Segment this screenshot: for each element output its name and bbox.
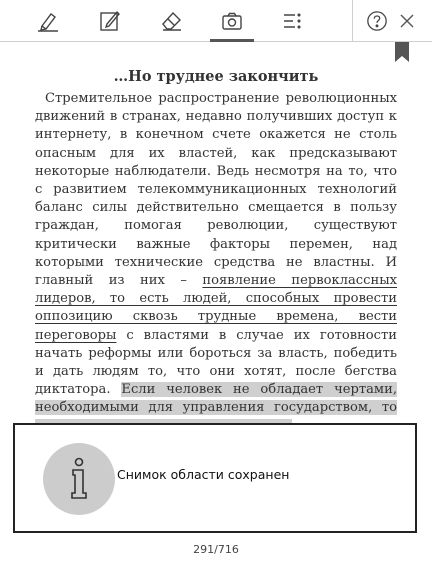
list-icon <box>280 9 304 33</box>
page-number: 291/716 <box>193 543 239 556</box>
notes-list-button[interactable] <box>270 0 314 41</box>
bookmark-icon[interactable] <box>395 42 409 62</box>
toast-icon-badge <box>43 443 115 515</box>
highlighted-annotation[interactable]: Если человек не обладает чертами, необходимыми для управления государством, то <box>35 382 397 433</box>
close-icon <box>399 13 415 29</box>
toolbar-divider <box>352 0 353 41</box>
help-circle-icon <box>366 10 388 32</box>
highlighter-icon <box>36 9 60 33</box>
toast-message: Снимок области сохранен <box>117 467 290 482</box>
paragraph-text: с властями в случае их готовности начать реформы или бороться за власть, победить и дать людям то, что они хотят, после бегства диктатора. <box>35 327 397 398</box>
help-button[interactable] <box>362 0 392 41</box>
snapshot-saved-toast <box>13 423 417 533</box>
eraser-icon <box>160 9 184 33</box>
annotation-toolbar <box>0 0 432 42</box>
pencil-square-icon <box>98 9 122 33</box>
info-icon <box>64 457 94 501</box>
underlined-annotation[interactable]: появление первоклассных лидеров, то есть людей, способных провести оппозицию сквозь трудные времена, вести переговоры <box>35 273 397 343</box>
paragraph-text: Стремительное распространение революционных движений в странах, недавно получивших доступ к интернету, в конечном счете окажется не столь опасным для их властей, как предсказывают некоторые наблюдатели. Ведь несмотря на то, что с развитием телекоммуникационных технологий баланс силы действительно смещается в пользу граждан, помогая революции, существуют критически важные факторы перемен, над которыми технические средства не властны. И главный из них – <box>35 91 397 289</box>
close-button[interactable] <box>392 0 422 41</box>
paragraph-1 <box>35 90 397 436</box>
highlighter-tool-button[interactable] <box>26 0 70 41</box>
chapter-title: …Но труднее закончить <box>113 68 319 85</box>
camera-icon <box>220 9 244 33</box>
snapshot-tool-button[interactable] <box>210 0 254 41</box>
eraser-tool-button[interactable] <box>150 0 194 41</box>
pencil-tool-button[interactable] <box>88 0 132 41</box>
book-page <box>35 66 397 472</box>
